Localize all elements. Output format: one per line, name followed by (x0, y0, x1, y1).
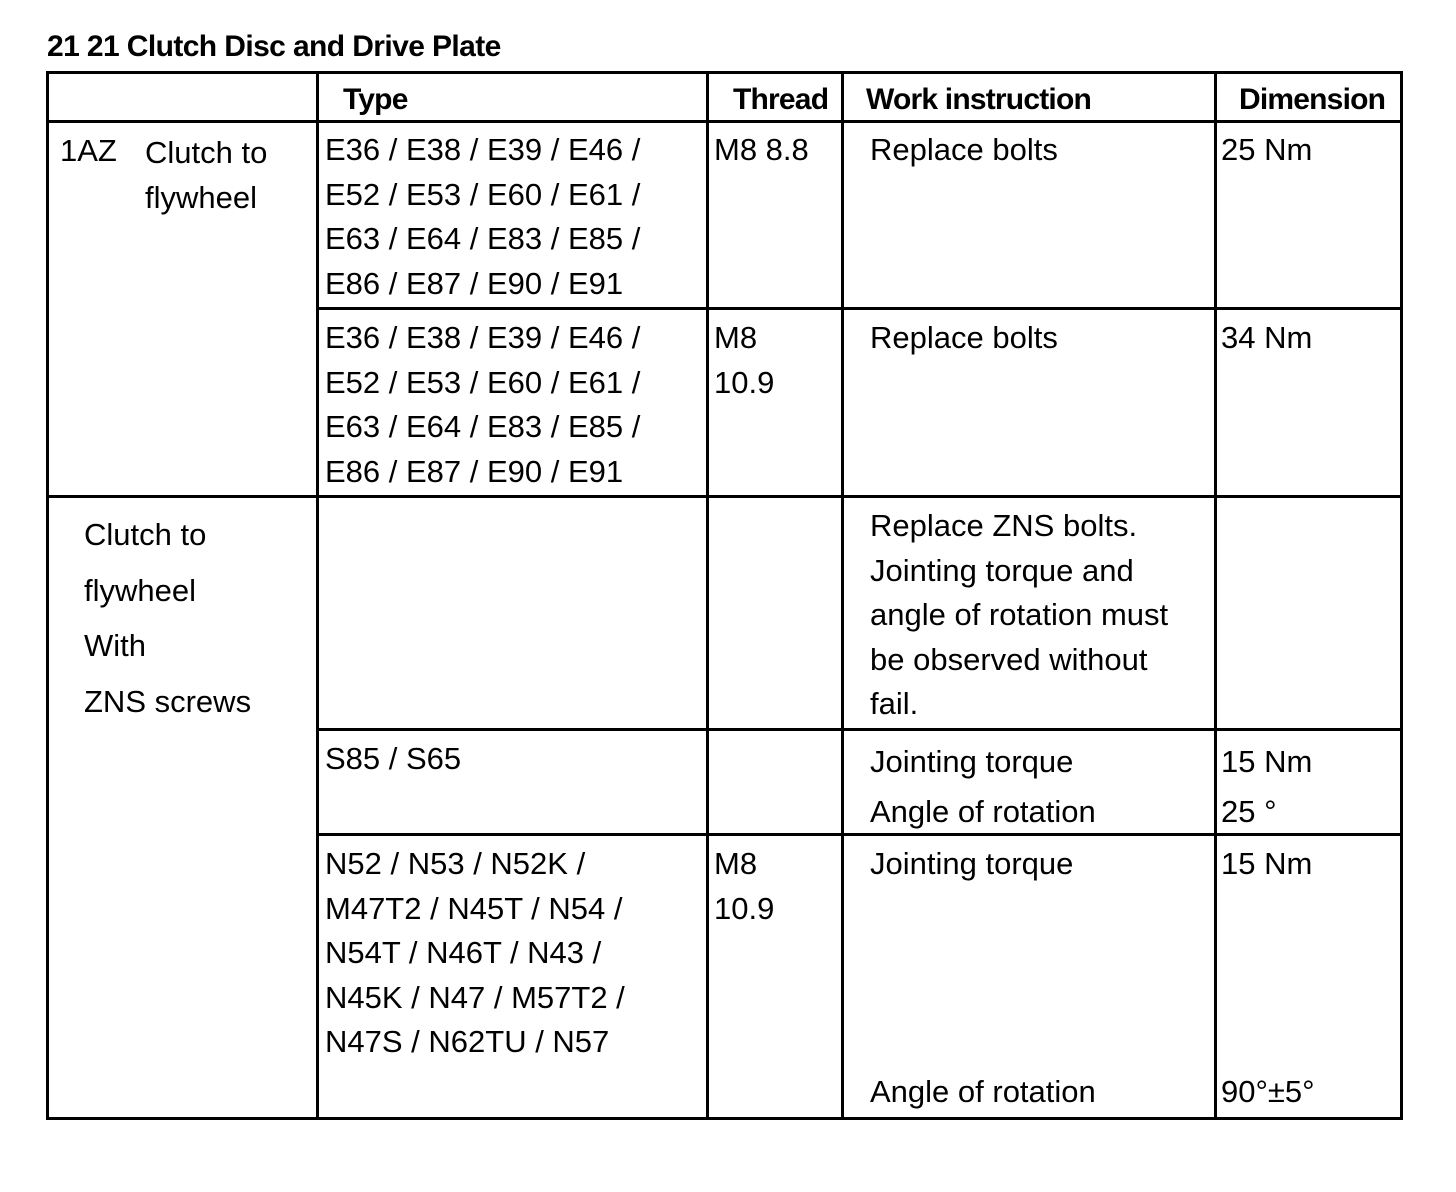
work-instruction-cell: Replace bolts (870, 320, 1058, 355)
row-divider (46, 495, 1403, 498)
header-type: Type (343, 83, 408, 116)
thread-cell: M8 8.8 (714, 132, 809, 167)
col-divider-type (316, 71, 319, 1120)
row-divider (316, 728, 1403, 731)
dimension-cell: 34 Nm (1221, 320, 1313, 355)
row-divider (316, 307, 1403, 310)
thread-cell: M8 10.9 (714, 320, 775, 400)
work-instruction-cell: Jointing torque Angle of rotation (870, 744, 1096, 829)
page-title: 21 21 Clutch Disc and Drive Plate (47, 30, 501, 63)
header-divider (46, 120, 1403, 123)
row-label: Clutch to flywheel (145, 135, 268, 215)
dimension-cell: 90°±5° (1221, 1074, 1315, 1109)
col-divider-thread (706, 71, 709, 1120)
col-divider-work (841, 71, 844, 1120)
row-label: Clutch to flywheel With ZNS screws (84, 517, 252, 719)
type-cell: N52 / N53 / N52K / M47T2 / N45T / N54 / N54T / N46T / N43 / N45K / N47 / M57T2 / N47S / N62TU / N57 (325, 846, 625, 1059)
col-divider-dimension (1214, 71, 1217, 1120)
type-cell: E36 / E38 / E39 / E46 / E52 / E53 / E60 / E61 / E63 / E64 / E83 / E85 / E86 / E87 / E90 / E91 (325, 132, 641, 301)
dimension-cell: 15 Nm 25 ° (1221, 744, 1313, 829)
header-dimension: Dimension (1239, 83, 1386, 116)
thread-cell: M8 10.9 (714, 846, 775, 926)
work-instruction-cell: Replace ZNS bolts. Jointing torque and angle of rotation must be observed without fail. (870, 508, 1169, 721)
dimension-cell: 15 Nm (1221, 846, 1313, 881)
work-instruction-cell: Replace bolts (870, 132, 1058, 167)
work-instruction-cell: Angle of rotation (870, 1074, 1096, 1109)
work-instruction-cell: Jointing torque (870, 846, 1074, 881)
header-work-instruction: Work instruction (866, 83, 1091, 116)
type-cell: E36 / E38 / E39 / E46 / E52 / E53 / E60 / E61 / E63 / E64 / E83 / E85 / E86 / E87 / E90 / E91 (325, 320, 641, 489)
row-code: 1AZ (60, 133, 117, 168)
header-thread: Thread (733, 83, 829, 116)
dimension-cell: 25 Nm (1221, 132, 1313, 167)
type-cell: S85 / S65 (325, 741, 462, 776)
